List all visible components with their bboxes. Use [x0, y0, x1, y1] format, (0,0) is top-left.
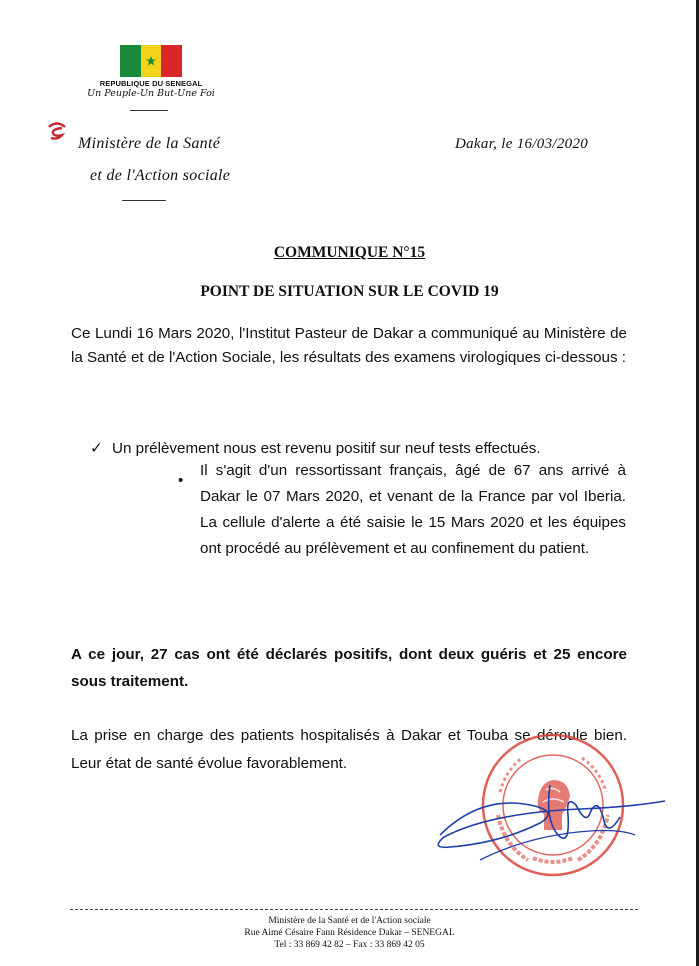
communique-title [0, 244, 699, 262]
flag-green-band [120, 45, 141, 77]
signature [420, 765, 670, 875]
case-summary: A ce jour, 27 cas ont été déclarés positifs, dont deux guéris et 25 encore sous traitement. [71, 646, 627, 690]
flag-red-band [161, 45, 182, 77]
ministry-line-2: et de l'Action sociale [90, 167, 231, 184]
senegal-flag [120, 45, 182, 77]
footer-divider [70, 909, 638, 910]
ministry-name [78, 128, 230, 192]
check-item-text: Un prélèvement nous est revenu positif sur neuf tests effectués. [112, 440, 541, 457]
star-icon [145, 55, 157, 67]
bullet-icon: • [178, 472, 184, 489]
footer-line-3: Tel : 33 869 42 82 – Fax : 33 869 42 05 [274, 940, 425, 950]
header-divider-bottom [122, 200, 166, 201]
header-divider-top [130, 110, 168, 111]
communique-number: COMMUNIQUE N°15 [273, 244, 426, 261]
republic-name: REPUBLIQUE DU SENEGAL [99, 79, 203, 88]
bullet-item-text: Il s'agit d'un ressortissant français, âgé de 67 ans arrivé à Dakar le 07 Mars 2020, et venant de la France par vol Iberia. La cellule d'alerte a été saisie le 15 Mars 2020 et les équipes ont procédé au prélèvement et au confinement du patient. [200, 462, 626, 557]
footer-line-2: Rue Aimé Césaire Fann Résidence Dakar – SENEGAL [244, 928, 455, 938]
care-paragraph: La prise en charge des patients hospitalisés à Dakar et Touba se déroule bien. Leur état de santé évolue favorablement. [71, 727, 627, 772]
document-date: Dakar, le 16/03/2020 [455, 136, 589, 152]
intro-paragraph: Ce Lundi 16 Mars 2020, l'Institut Pasteur de Dakar a communiqué au Ministère de la Santé et de l'Action Sociale, les résultats des examens virologiques ci-dessous : [71, 325, 627, 366]
national-motto: Un Peuple-Un But-Une Foi [87, 88, 215, 99]
ministry-line-1: Ministère de la Santé [78, 135, 221, 152]
footer-line-1: Ministère de la Santé et de l'Action sociale [268, 916, 431, 926]
flag-yellow-band [141, 45, 162, 77]
checkmark-icon: ✓ [90, 439, 103, 457]
document-subtitle: POINT DE SITUATION SUR LE COVID 19 [200, 283, 499, 300]
ministry-logo-icon [45, 119, 69, 143]
